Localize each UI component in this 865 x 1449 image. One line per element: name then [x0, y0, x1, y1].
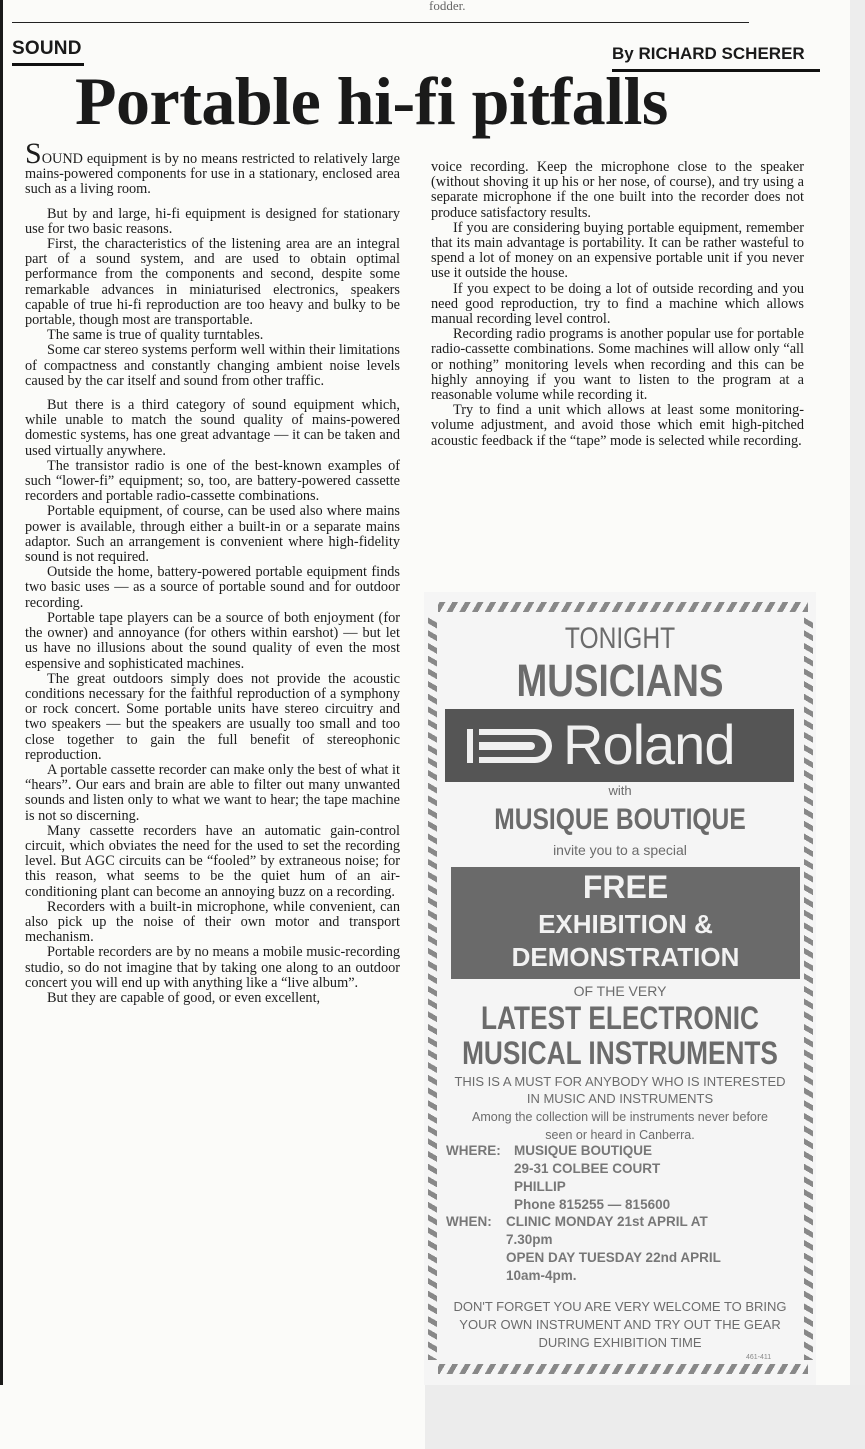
ad-footer-line3: DURING EXHIBITION TIME [538, 1335, 702, 1350]
ad-when-line: OPEN DAY TUESDAY 22nd APRIL [506, 1250, 721, 1265]
ad-free: FREE [582, 869, 669, 905]
page-edge-line [0, 0, 3, 1385]
ad-musicians-wrap [424, 656, 816, 706]
ad-when-line: CLINIC MONDAY 21st APRIL AT [506, 1214, 708, 1229]
ad-latest-wrap [424, 998, 816, 1038]
scan-margin-right [850, 0, 865, 1449]
byline: By RICHARD SCHERER [612, 44, 805, 63]
article-paragraph: Recording radio programs is another popular use for portable radio-cassette combinations. Some machines will allow only “all or nothing” monitoring levels when recording and this can be highly annoying if you want to listen to the program at a reasonable volume while recording it. [431, 326, 804, 404]
ad-where-line: MUSIQUE BOUTIQUE [514, 1143, 653, 1158]
scan-margin-bottom [425, 1385, 865, 1449]
ad-code: 461-411 [746, 1354, 772, 1361]
ad-where-label: WHERE: [446, 1143, 501, 1158]
section-label: SOUND [12, 38, 82, 59]
article-paragraph: Portable tape players can be a source of both enjoyment (for the owner) and annoyance (for others within earshot) — but let us have no illusions about the sound quality of even the most espensive and sophisticated machines. [25, 609, 400, 672]
ad-demonstration: DEMONSTRATION [511, 942, 740, 972]
article-paragraph: The same is true of quality turntables. [47, 327, 264, 344]
ad-when-label: WHEN: [446, 1214, 492, 1229]
article-column-right [431, 160, 804, 449]
article-paragraph: Many cassette recorders have an automatic gain-control circuit, which obviates the need for the used to set the recording level. But AGC circuits can be “fooled” by extraneous noise; for this reason, what seems to be the quiet hum of an air-conditioning plant can become an annoying buzz on a recording. [25, 822, 400, 900]
article-paragraph: Recorders with a built-in microphone, while convenient, can also pick up the noise of their own motor and transport mechanism. [25, 898, 400, 946]
article-paragraph: Some car stereo systems perform well within their limitations of compactness and constantly changing ambient noise levels caused by the car itself and sound from other traffic. [25, 342, 400, 389]
roland-logo-icon [465, 725, 557, 767]
article-paragraph: If you expect to be doing a lot of outside recording and you need good reproduction, try to find a machine which allows manual recording level control. [431, 280, 804, 328]
ad-instruments: MUSICAL INSTRUMENTS [462, 1035, 778, 1071]
article-paragraph [25, 137, 400, 198]
article-paragraph: Portable recorders are by no means a mobile music-recording studio, so do not imagine that by taking one along to an outdoor concert you will end up with anything like a “live album”. [25, 944, 400, 991]
free-banner [451, 867, 800, 979]
paragraph-text: equipment is by no means restricted to relatively large mains-powered components for use in a stationary, enclosed area such as a living room. [25, 151, 400, 198]
ad-tonight-wrap [424, 622, 816, 656]
article-paragraph: voice recording. Keep the microphone close to the speaker (without shoving it up his or her nose, of course), and try using a separate microphone if the one built into the recorder does not produce satisfactory results. [431, 159, 804, 221]
ad-instruments-wrap [424, 1033, 816, 1073]
small-caps-lead: OUND [41, 151, 83, 167]
article-paragraph: Try to find a unit which allows at least some monitoring-volume adjustment, and avoid those which emit high-pitched acoustic feedback if the “tape” mode is selected while recording. [431, 402, 804, 449]
ad-among-line1: Among the collection will be instruments never before [472, 1110, 768, 1124]
ad-where-line: 29-31 COLBEE COURT [514, 1161, 661, 1176]
headline: Portable hi-fi pitfalls [75, 63, 668, 139]
ad-border-bottom [438, 1364, 808, 1374]
ad-invite: invite you to a special [553, 842, 687, 858]
article-paragraph: A portable cassette recorder can make only the best of what it “hears”. Our ears and brain are able to filter out many unwanted sounds and listen only to what we want to hear; the tape machine is not so discerning. [25, 761, 400, 824]
roland-banner [445, 709, 794, 782]
ad-where-line: PHILLIP [514, 1179, 566, 1194]
ad-tonight: TONIGHT [564, 622, 676, 655]
ad-with: with [608, 783, 632, 798]
article-paragraph: First, the characteristics of the listening area are an integral part of a sound system, and are used to obtain optimal performance from the components and second, despite some remarkable advances in miniaturised electronics, speakers capable of true hi-fi reproduction are too heavy and bulky to be portable, though most are transportable. [25, 236, 400, 329]
ad-footer-line1: DON'T FORGET YOU ARE VERY WELCOME TO BRING [453, 1299, 787, 1314]
ad-must-line1: THIS IS A MUST FOR ANYBODY WHO IS INTERESTED [454, 1074, 786, 1089]
article-paragraph: But there is a third category of sound equipment which, while unable to match the sound quality of mains-powered domestic systems, has one great advantage — it can be taken and used virtually anywhere. [25, 397, 400, 459]
ad-among-line2: seen or heard in Canberra. [545, 1128, 695, 1142]
previous-text-fragment: fodder. [429, 0, 466, 13]
ad-when-line: 10am-4pm. [506, 1268, 577, 1283]
article-paragraph: Outside the home, battery-powered portable equipment finds two basic uses — as a source of portable sound and for outdoor recording. [25, 564, 400, 611]
ad-musicians: MUSICIANS [516, 655, 724, 706]
article-column-left [25, 137, 400, 1006]
article-paragraph: The great outdoors simply does not provide the acoustic conditions necessary for the faithful reproduction of a symphony or rock concert. Some portable units have stereo circuitry and two speakers — but the speakers are usually too small and too close together to gain the full benefit of stereophonic reproduction. [25, 670, 400, 763]
article-paragraph: But they are capable of good, or even excellent, [47, 989, 321, 1006]
ad-footer-line2: YOUR OWN INSTRUMENT AND TRY OUT THE GEAR [459, 1317, 781, 1332]
ad-when-line: 7.30pm [506, 1232, 553, 1247]
ad-latest: LATEST ELECTRONIC [481, 1000, 759, 1036]
ad-border-top [438, 602, 808, 612]
ad-exhibition: EXHIBITION & [538, 909, 713, 939]
ad-where-line: Phone 815255 — 815600 [514, 1197, 671, 1212]
article-paragraph: If you are considering buying portable equipment, remember that its main advantage is portability. It can be rather wasteful to spend a lot of money on an expensive portable unit if you never use it outside the house. [431, 219, 804, 282]
section-underline [12, 63, 84, 66]
ad-of-the-very: OF THE VERY [573, 983, 667, 999]
ad-store-wrap [424, 802, 816, 838]
ad-must-line2: IN MUSIC AND INSTRUMENTS [526, 1091, 714, 1106]
article-paragraph: The transistor radio is one of the best-known examples of such “lower-fi” equipment; so, too, are battery-powered cassette recorders and portable radio-cassette combinations. [25, 457, 400, 505]
drop-cap: S [25, 137, 42, 170]
article-paragraph: Portable equipment, of course, can be used also where mains power is available, through either a built-in or a separate mains adaptor. Such an arrangement is convenient where high-fidelity sound is not required. [25, 503, 400, 566]
ad-store-name: MUSIQUE BOUTIQUE [494, 803, 746, 836]
article-paragraph: But by and large, hi-fi equipment is designed for stationary use for two basic reasons. [25, 205, 400, 237]
advertisement [424, 592, 816, 1385]
top-rule [12, 22, 749, 23]
roland-wordmark: Roland [563, 713, 735, 776]
